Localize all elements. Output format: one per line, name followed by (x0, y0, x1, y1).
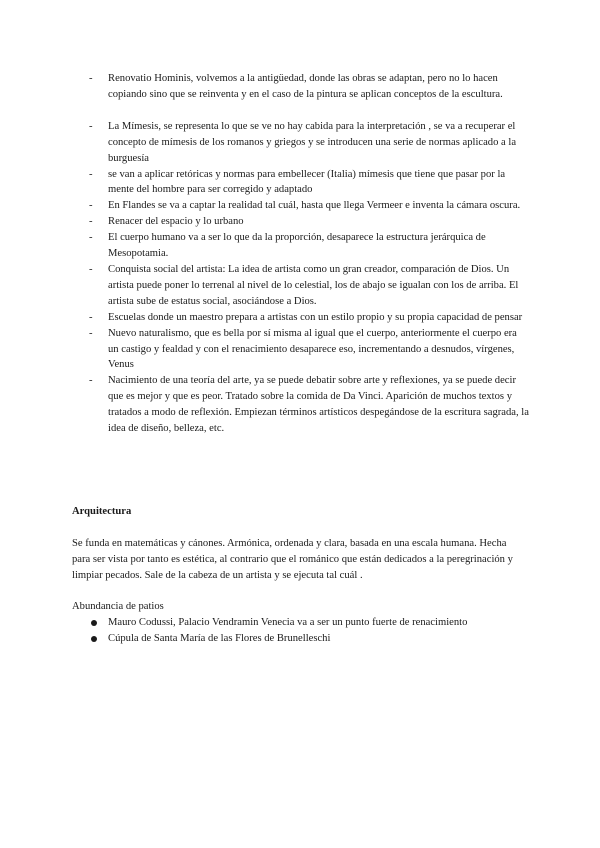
dash-marker: - (89, 311, 93, 323)
list-item-text: El cuerpo humano va a ser lo que da la proporción, desaparece la estructura jerárquica de Mesopotamia. (108, 232, 486, 260)
list-item (89, 198, 529, 214)
list-item-text: Mauro Codussi, Palacio Vendramin Venecia va a ser un punto fuerte de renacimiento (108, 617, 468, 628)
list-item-text: Escuelas donde un maestro prepara a artistas con un estilo propio y su propia capacidad de pensar (108, 311, 523, 323)
list-item-text: Cúpula de Santa María de las Flores de Brunelleschi (108, 632, 331, 644)
section-heading: Arquitectura (72, 506, 132, 517)
dash-marker: - (89, 73, 93, 84)
list-item-text: Nacimiento de una teoría del arte, ya se puede debatir sobre arte y reflexiones, ya se puede decir que es mejor y que es peor. Tratado sobre la comida de Da Vinci. Aparición de muchos textos y tratados a modo de reflexión. Empiezan términos artísticos despegándose de la escritura sagrada, la idea de diseño, belleza, etc. (108, 375, 529, 435)
dash-marker: - (89, 263, 93, 275)
renaissance-features-list (89, 71, 529, 437)
list-item-text: Renovatio Hominis, volvemos a la antigüedad, donde las obras se adaptan, pero no lo hacen copiando sino que se reinventa y en el caso de la pintura se aplican conceptos de la escultura. (108, 73, 503, 100)
section-paragraph: Se funda en matemáticas y cánones. Armónica, ordenada y clara, basada en una escala humana. Hecha para ser vista por tanto es estética, al contrario que el románico que están dedicados a la peregrinación y limpiar pecados. Sale de la cabeza de un artista y se ejecuta tal cuál . (72, 538, 513, 581)
list-item (89, 615, 529, 631)
dash-marker: - (89, 375, 93, 387)
bullet-dot-icon (91, 636, 97, 642)
dash-marker: - (89, 168, 93, 180)
list-item (89, 373, 529, 437)
list-item-text: En Flandes se va a captar la realidad tal cuál, hasta que llega Vermeer e inventa la cámara oscura. (108, 200, 521, 212)
list-item (89, 262, 529, 310)
list-item (89, 167, 529, 199)
list-item-text: se van a aplicar retóricas y normas para embellecer (Italia) mímesis que tiene que pasar por la mente del hombre para ser corregido y adaptado (108, 168, 506, 196)
bullet-dot-icon (91, 620, 97, 626)
list-item (89, 631, 529, 647)
architecture-examples-list (89, 615, 529, 647)
list-item-text: Conquista social del artista: La idea de artista como un gran creador, comparación de Dios. Un artista puede poner lo terrenal al nivel de lo celestial, los de abajo se igualan con los de arriba. El artista sube de estatus social, asociándose a Dios. (108, 263, 519, 307)
list-item (89, 310, 529, 326)
dash-marker: - (89, 120, 93, 132)
dash-marker: - (89, 232, 93, 244)
list-item (89, 71, 529, 103)
dash-marker: - (89, 200, 93, 212)
list-item-text: Nuevo naturalismo, que es bella por sí misma al igual que el cuerpo, anteriormente el cuerpo era un castigo y fealdad y con el renacimiento desaparece eso, incrementando a desnudos, vírgenes, Venus (108, 327, 517, 371)
dash-marker: - (89, 327, 93, 339)
list-item (89, 230, 529, 262)
dash-marker: - (89, 216, 93, 228)
list-item-text: Renacer del espacio y lo urbano (108, 216, 244, 228)
list-item (89, 119, 529, 167)
list-item (89, 326, 529, 374)
list-item (89, 214, 529, 230)
section-note: Abundancia de patios (72, 601, 164, 612)
list-item-text: La Mímesis, se representa lo que se ve no hay cabida para la interpretación , se va a recuperar el concepto de mímesis de los romanos y griegos y se introducen una serie de normas aplicado a la burguesía (108, 120, 517, 164)
